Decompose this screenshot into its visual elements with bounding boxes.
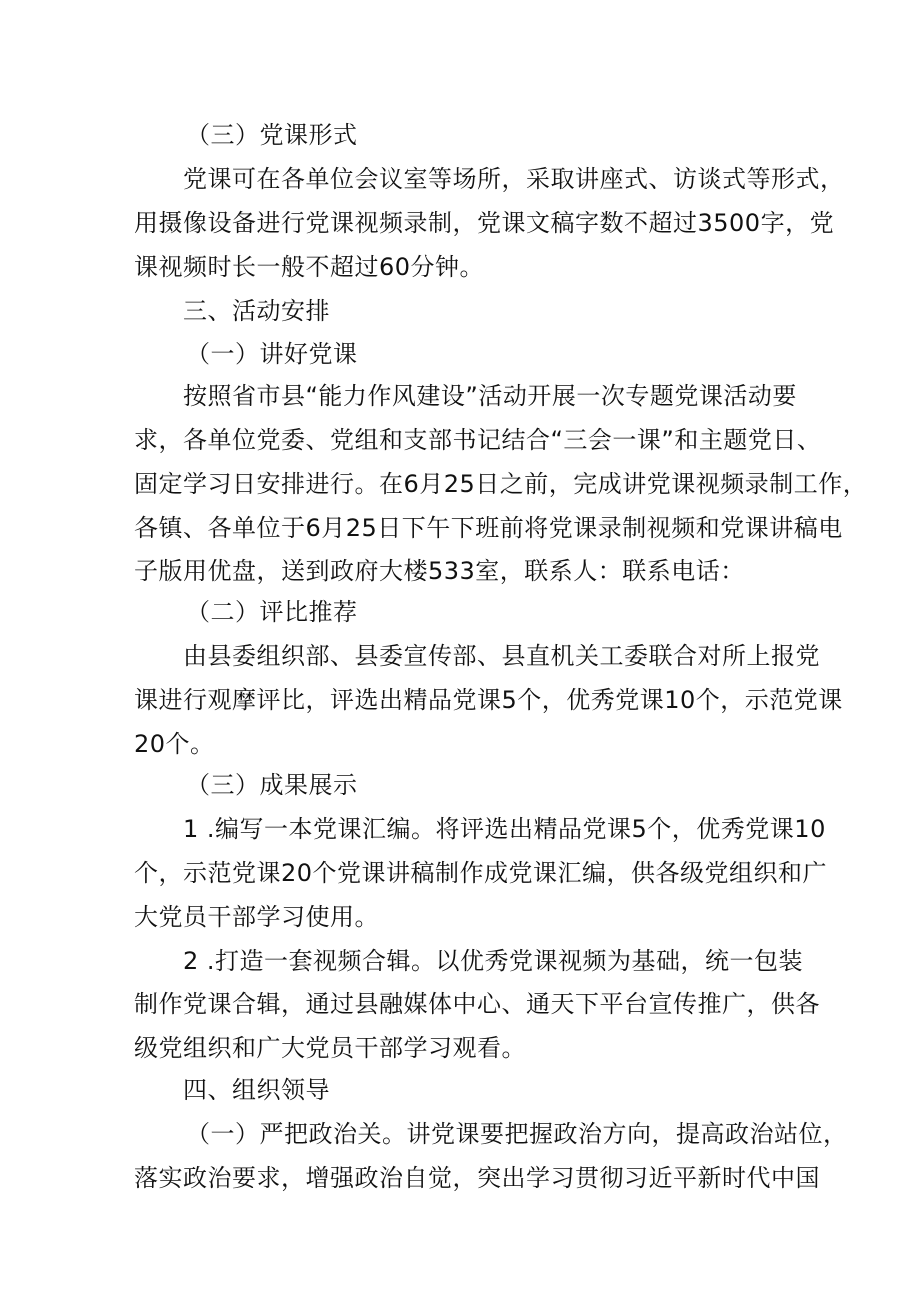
paragraph-line: 大党员干部学习使用。 — [134, 903, 379, 931]
section-heading-organization: 四、组织领导 — [183, 1076, 330, 1104]
subsection-heading-give-good-lessons: （一）讲好党课 — [186, 340, 358, 368]
list-item: 2 .打造一套视频合辑。以优秀党课视频为基础，统一包装 — [183, 947, 804, 975]
paragraph-line: 课进行观摩评比，评选出精品党课5个，优秀党课10个，示范党课 — [134, 686, 843, 714]
paragraph-line: 制作党课合辑，通过县融媒体中心、通天下平台宣传推广，供各 — [134, 990, 820, 1018]
paragraph-line: （一）严把政治关。讲党课要把握政治方向，提高政治站位， — [186, 1120, 848, 1148]
paragraph-line: 由县委组织部、县委宣传部、县直机关工委联合对所上报党 — [183, 642, 820, 670]
paragraph-line: 按照省市县“能力作风建设”活动开展一次专题党课活动要 — [183, 382, 797, 410]
paragraph-line: 课视频时长一般不超过60分钟。 — [134, 253, 485, 281]
subsection-heading-evaluation: （二）评比推荐 — [186, 598, 358, 626]
section-heading-course-format: （三）党课形式 — [186, 121, 358, 149]
paragraph-line: 用摄像设备进行党课视频录制，党课文稿字数不超过3500字，党 — [134, 209, 835, 237]
list-item: 1 .编写一本党课汇编。将评选出精品党课5个，优秀党课10 — [183, 815, 826, 843]
paragraph-line: 固定学习日安排进行。在6月25日之前，完成讲党课视频录制工作， — [134, 470, 868, 498]
paragraph-line: 党课可在各单位会议室等场所，采取讲座式、访谈式等形式， — [183, 165, 845, 193]
paragraph-line: 20个。 — [134, 730, 215, 758]
section-heading-activity-arrangement: 三、活动安排 — [183, 297, 330, 325]
subsection-heading-results: （三）成果展示 — [186, 771, 358, 799]
paragraph-line: 求，各单位党委、党组和支部书记结合“三会一课”和主题党日、 — [134, 426, 822, 454]
paragraph-line: 子版用优盘，送到政府大楼533室，联系人：联系电话： — [134, 557, 745, 585]
paragraph-line: 级党组织和广大党员干部学习观看。 — [134, 1034, 526, 1062]
paragraph-line: 各镇、各单位于6月25日下午下班前将党课录制视频和党课讲稿电 — [134, 514, 843, 542]
paragraph-line: 落实政治要求，增强政治自觉，突出学习贯彻习近平新时代中国 — [134, 1164, 820, 1192]
paragraph-line: 个，示范党课20个党课讲稿制作成党课汇编，供各级党组织和广 — [134, 859, 828, 887]
